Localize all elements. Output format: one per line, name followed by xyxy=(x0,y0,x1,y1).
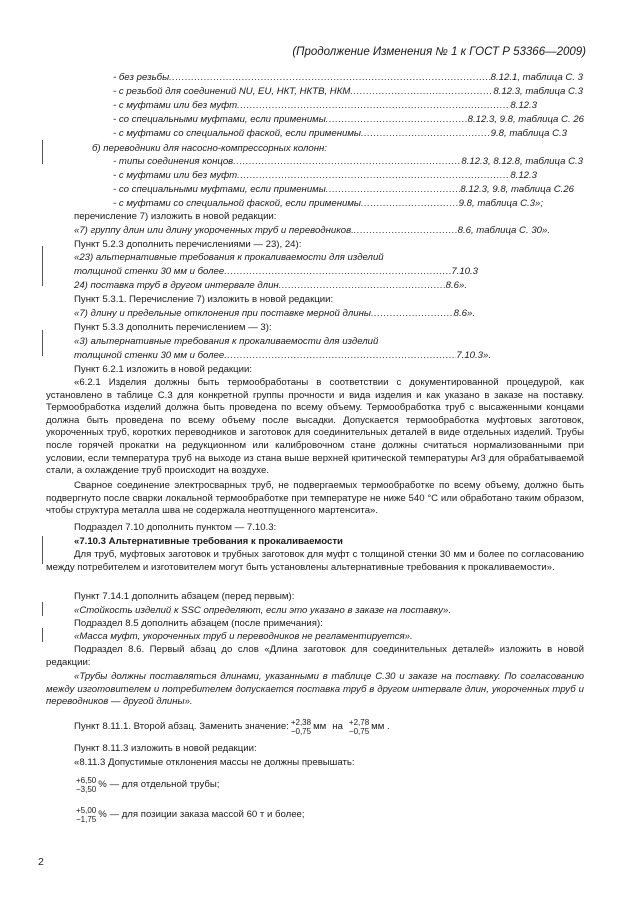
text-line: «7) длину и предельные отклонения при поставке мерной длины ..... 8.6». xyxy=(74,308,475,320)
change-bar xyxy=(42,628,43,642)
toc-line: - с муфтами или без муфт ..... 8.12.3 xyxy=(113,170,537,182)
text-line: Пункт 5.2.3 дополнить перечислениями — 23), 24): xyxy=(74,239,302,250)
text-line: «23) альтернативные требования к прокаливаемости для изделий xyxy=(74,252,384,263)
change-bar xyxy=(42,602,43,616)
text-line: «Масса муфт, укороченных труб и переводников не регламентируется». xyxy=(74,631,413,642)
toc-line: - без резьбы ..... 8.12.1, таблица С. 3 xyxy=(113,72,583,84)
tolerance-value: +2,38 −0,75 xyxy=(290,718,312,736)
toc-line: - с муфтами или без муфт ..... 8.12.3 xyxy=(113,100,537,112)
change-bar xyxy=(42,536,43,564)
toc-line: - со специальными муфтами, если применимы ..... 8.12.3, 9.8, таблица С.26 xyxy=(113,184,574,196)
text-line: перечисление 7) изложить в новой редакции: xyxy=(74,211,277,222)
toc-line: - с муфтами со специальной фаской, если применимы ..... 9.8, таблица С.3 xyxy=(113,128,567,140)
text-line: Пункт 8.11.3 изложить в новой редакции: xyxy=(74,743,257,754)
change-bar xyxy=(42,330,43,356)
text-line: Пункт 5.3.1. Перечисление 7) изложить в новой редакции: xyxy=(74,294,334,305)
text-line: «7) группу длин или длину укороченных труб и переводников. ..... 8.6, таблица С. 30». xyxy=(74,225,550,237)
text-line: толщиной стенки 30 мм и более ..... 7.10.3 xyxy=(74,266,478,278)
text-line: «8.11.3 Допустимые отклонения массы не должны превышать: xyxy=(74,757,355,768)
toc-line: - с резьбой для соединений NU, EU, НКТ, НКТВ, НКМ ..... 8.12.3, таблица С.3 xyxy=(113,86,583,98)
paragraph: Сварное соединение электросварных труб, не подвергаемых термообработке по всему объему, должно быть подвергнуто после сварки локальной термообработке при температуре не ниже 540 °С или обработано таким образом, чтобы структура металла шва не содержала неотпущенного мартенсита». xyxy=(46,480,584,517)
text-line: Подраздел 8.5 дополнить абзацем (после примечания): xyxy=(74,618,323,629)
list-item-b: б) переводники для насосно-компрессорных колонн: xyxy=(92,143,327,154)
change-bar xyxy=(42,140,43,164)
tolerance-value: +6,50 −3,50 xyxy=(76,776,97,794)
tolerance-value: +2,78 −0,75 xyxy=(348,718,370,736)
text-line: +5,00 −1,75 % — для позиции заказа массой 60 т и более; xyxy=(76,806,305,824)
text-line: Пункт 5.3.3 дополнить перечислением — 3): xyxy=(74,322,272,333)
toc-line: - с муфтами со специальной фаской, если применимы ..... 9.8, таблица С.3»; xyxy=(113,198,543,210)
paragraph: «6.2.1 Изделия должны быть термообработаны в соответствии с документированной процедурой, как установлено в таблице С.3 для конкретной группы прочности и вида изделия и как указано в заказе на поставку. Термообработка изделий должна быть проведена по всему объему. Термообработка труб с высаженными концами должна быть проведена по всему объему после высадки. Допускается термообработка муфтовых заготовок, укороченных труб, коротких переводников и заготовок для соединительных деталей в виде отдельных изделий. Трубы после горячей прокатки на редукционном или калибровочном стане должны считаться нормализованными при условии, если температура труб на выходе из стана выше верхней критической температуры Ar3 для обрабатываемой стали, а охлаждение труб происходит на воздухе. xyxy=(46,377,584,477)
text-line: «Стойкость изделий к SSC определяют, если это указано в заказе на поставку». xyxy=(74,605,452,616)
tolerance-value: +5,00 −1,75 xyxy=(76,806,97,824)
text-line: «3) альтернативные требования к прокаливаемости для изделий xyxy=(74,336,379,347)
text-line: толщиной стенки 30 мм и более ..... 7.10.3». xyxy=(74,350,491,362)
paragraph: Для труб, муфтовых заготовок и трубных заготовок для муфт с толщиной стенки 30 мм и более по согласованию между потребителем и изготовителем могут быть установлены альтернативные требования к прокаливаемости». xyxy=(46,549,584,573)
text-line: Пункт 8.11.1. Второй абзац. Заменить значение: +2,38 −0,75 мм на +2,78 −0,75 мм . xyxy=(74,718,390,736)
toc-line: - типы соединения концов ..... 8.12.3, 8.12.8, таблица С.3 xyxy=(113,156,583,168)
page-number: 2 xyxy=(38,856,44,868)
page-header: (Продолжение Изменения № 1 к ГОСТ Р 53366—2009) xyxy=(292,46,586,58)
change-bar xyxy=(42,246,43,286)
paragraph: «Трубы должны поставляться длинами, указанными в таблице С.30 и заказе на поставку. По согласованию между изготовителем и потребителем допускается поставка труб в другом интервале длин, укороченных труб и переводников — другой длины». xyxy=(46,671,584,708)
toc-line: - со специальными муфтами, если применимы ..... 8.12.3, 9.8, таблица С. 26 xyxy=(113,114,584,126)
text-line: +6,50 −3,50 % — для отдельной трубы; xyxy=(76,776,220,794)
text-line: 24) поставка труб в другом интервале длин ..... 8.6». xyxy=(74,280,467,292)
text-line: Подраздел 7.10 дополнить пунктом — 7.10.3: xyxy=(74,522,277,533)
paragraph: Подраздел 8.6. Первый абзац до слов «Длина заготовок для соединительных деталей» изложить в новой редакции: xyxy=(46,644,584,668)
text-line: Пункт 6.2.1 изложить в новой редакции: xyxy=(74,364,252,375)
text-line: Пункт 7.14.1 дополнить абзацем (перед первым): xyxy=(74,591,295,602)
section-heading: «7.10.3 Альтернативные требования к прокаливаемости xyxy=(74,536,343,547)
